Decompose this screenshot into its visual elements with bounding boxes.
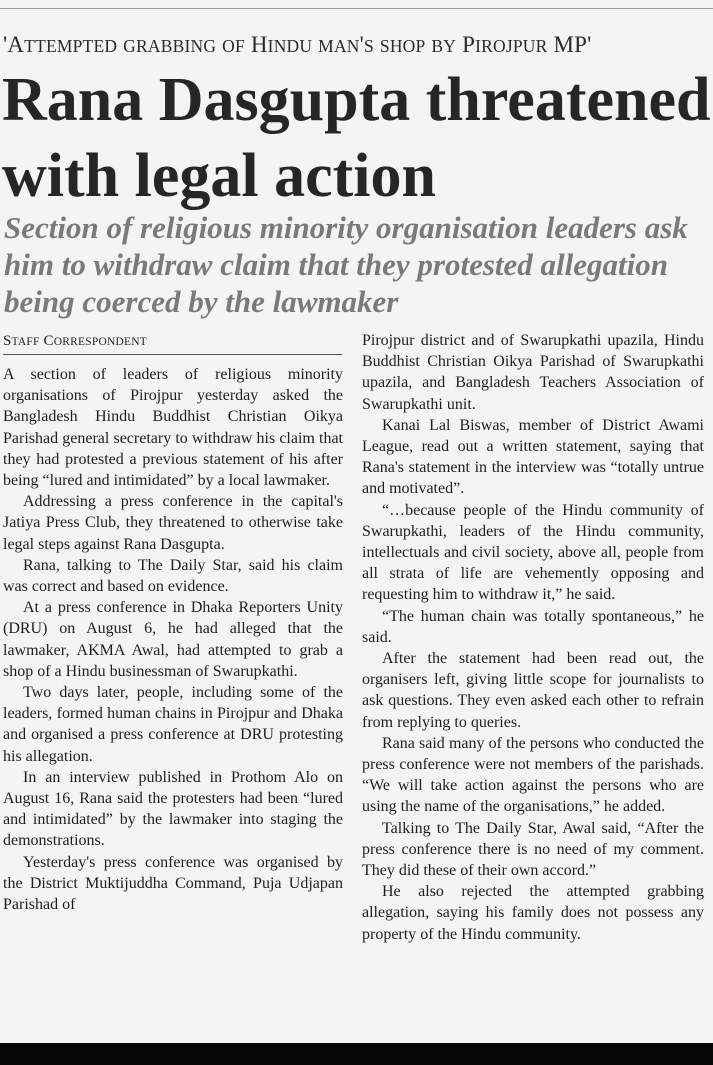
paragraph: “…because people of the Hindu community of Swarupkathi, leaders of the Hindu community, intellectuals and civil society, above all, people from all strata of life are vehemently opposing and requesting him to withdraw it,” he said.	[362, 501, 704, 604]
paragraph: He also rejected the attempted grabbing allegation, saying his family does not possess any property of the Hindu community.	[362, 883, 704, 943]
paragraph: Yesterday's press conference was organised by the District Muktijuddha Command, Puja Udjapan Parishad of	[3, 853, 343, 914]
paragraph: “The human chain was totally spontaneous,” he said.	[362, 607, 704, 646]
headline: Rana Dasgupta threatened with legal action	[2, 66, 711, 210]
paragraph: Rana, talking to The Daily Star, said his claim was correct and based on evidence.	[3, 556, 343, 596]
bottom-bar	[0, 1043, 713, 1065]
top-rule	[0, 8, 713, 9]
byline: STAFF CORRESPONDENT	[3, 333, 148, 349]
article-column-left	[3, 364, 343, 915]
paragraph: Kanai Lal Biswas, member of District Awami League, read out a written statement, saying that Rana's statement in the interview was “totally untrue and motivated”.	[362, 416, 704, 498]
paragraph: A section of leaders of religious minority organisations of Pirojpur yesterday asked the Bangladesh Hindu Buddhist Christian Oikya Parishad general secretary to withdraw his claim that they had protested a previous statement of his after being “lured and intimidated” by a local lawmaker.	[3, 366, 343, 490]
paragraph: Addressing a press conference in the capital's Jatiya Press Club, they threatened to otherwise take legal steps against Rana Dasgupta.	[3, 493, 343, 553]
paragraph: Talking to The Daily Star, Awal said, “After the press conference there is no need of my comment. They did these of their own accord.”	[362, 819, 704, 880]
byline-rule	[3, 354, 342, 355]
paragraph: Rana said many of the persons who conducted the press conference were not members of the parishads. “We will take action against the persons who are using the name of the organisations,” he added.	[362, 734, 704, 816]
deck: Section of religious minority organisation leaders ask him to withdraw claim that they protested allegation being coerced by the lawmaker	[4, 210, 688, 319]
paragraph: At a press conference in Dhaka Reporters Unity (DRU) on August 6, he had alleged that the lawmaker, AKMA Awal, had attempted to grab a shop of a Hindu businessman of Swarupkathi.	[3, 599, 343, 680]
paragraph: After the statement had been read out, the organisers left, giving little scope for journalists to ask questions. They even asked each other to refrain from replying to queries.	[362, 650, 704, 731]
paragraph: In an interview published in Prothom Alo on August 16, Rana said the protesters had been “lured and intimidated” by the lawmaker into staging the demonstrations.	[3, 768, 343, 850]
paragraph: Two days later, people, including some of the leaders, formed human chains in Pirojpur and Dhaka and organised a press conference at DRU protesting his allegation.	[3, 684, 343, 765]
kicker: 'ATTEMPTED GRABBING OF HINDU MAN'S SHOP BY PIROJPUR MP'	[3, 32, 592, 57]
paragraph: Pirojpur district and of Swarupkathi upazila, Hindu Buddhist Christian Oikya Parishad of Swarupkathi upazila, and Bangladesh Teachers Association of Swarupkathi unit.	[362, 332, 704, 413]
article-column-right	[362, 330, 704, 945]
